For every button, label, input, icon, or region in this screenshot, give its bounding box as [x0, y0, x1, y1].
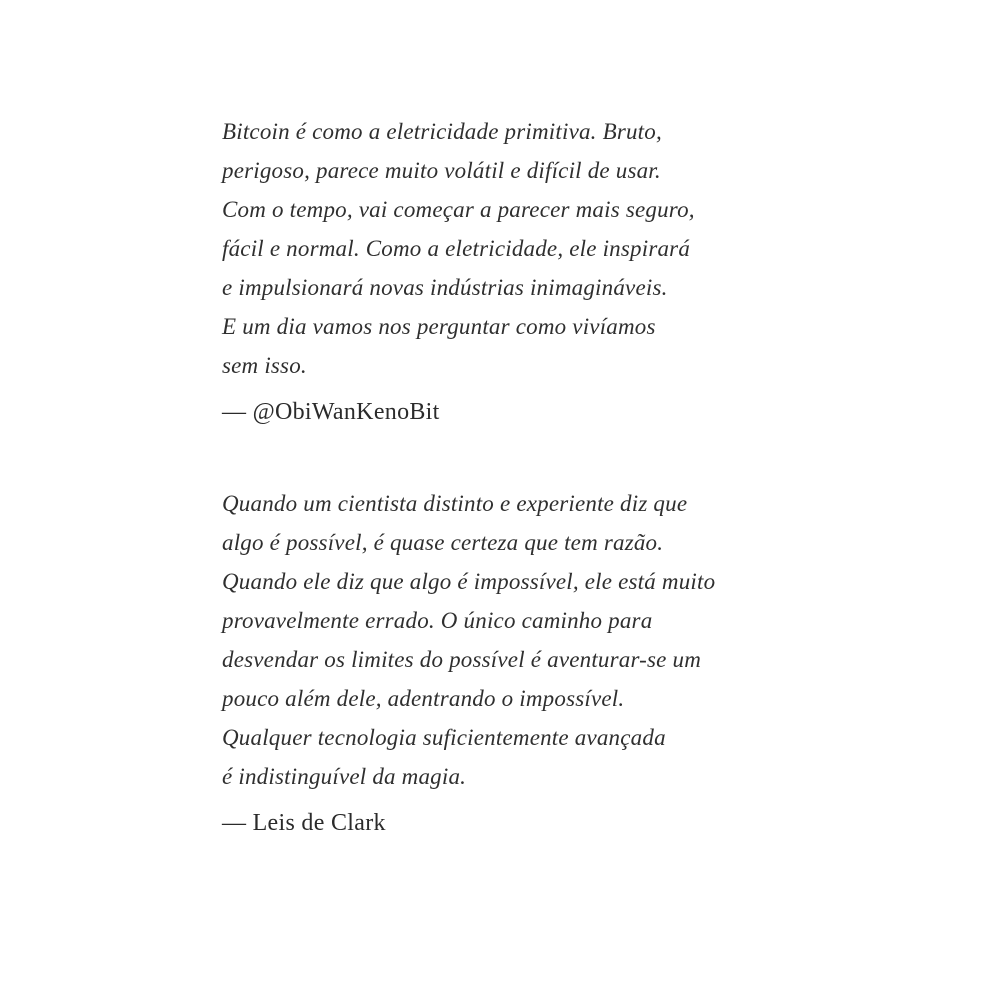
quote-line: perigoso, parece muito volátil e difícil de usar. [222, 158, 661, 183]
quote-line: Com o tempo, vai começar a parecer mais seguro, [222, 197, 695, 222]
quote-line: e impulsionará novas indústrias inimagináveis. [222, 275, 668, 300]
quote-line: provavelmente errado. O único caminho para [222, 608, 653, 633]
quote-line: é indistinguível da magia. [222, 764, 467, 789]
quote-clarks-laws [222, 484, 762, 796]
quote-line: desvendar os limites do possível é aventurar-se um [222, 647, 702, 672]
quote-attribution-obiwankenobit: — @ObiWanKenoBit [222, 399, 440, 425]
quote-line: pouco além dele, adentrando o impossível. [222, 686, 625, 711]
quote-line: sem isso. [222, 353, 307, 378]
quote-line: Quando um cientista distinto e experiente diz que [222, 491, 688, 516]
quote-line: fácil e normal. Como a eletricidade, ele inspirará [222, 236, 691, 261]
quotes-block [222, 112, 762, 843]
quote-line: E um dia vamos nos perguntar como vivíamos [222, 314, 656, 339]
quote-attribution-leis-de-clark: — Leis de Clark [222, 810, 386, 836]
quote-line: Quando ele diz que algo é impossível, ele está muito [222, 569, 716, 594]
quote-bitcoin [222, 112, 762, 385]
quote-line: algo é possível, é quase certeza que tem razão. [222, 530, 664, 555]
quote-line: Bitcoin é como a eletricidade primitiva. Bruto, [222, 119, 662, 144]
quote-line: Qualquer tecnologia suficientemente avançada [222, 725, 666, 750]
